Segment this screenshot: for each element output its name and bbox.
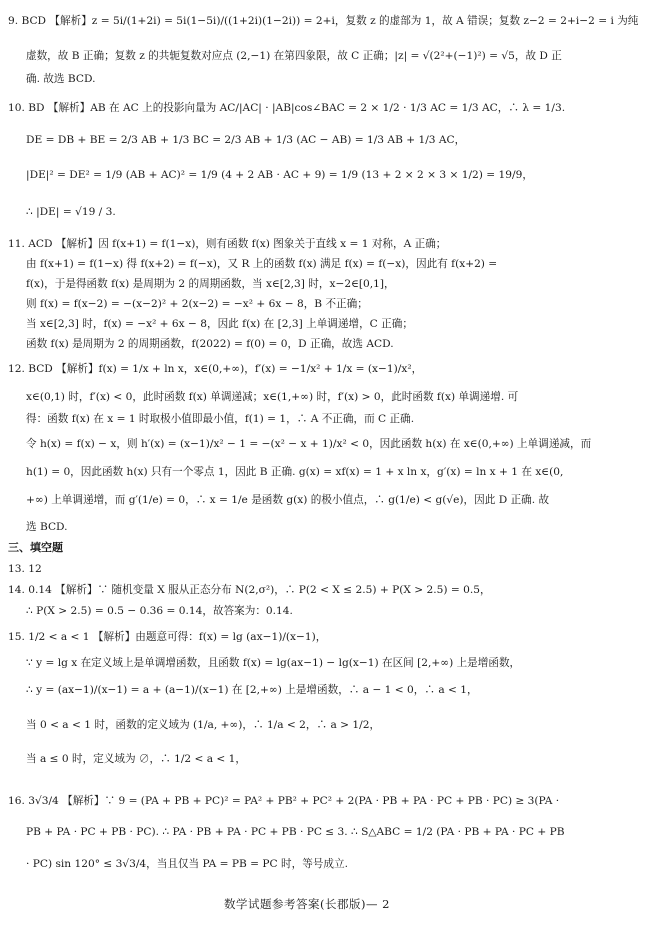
- answer-15-line-1: 15. 1/2 < a < 1 【解析】由题意可得：f(x) = lg (ax−1)/(x−1)，: [8, 631, 327, 643]
- answer-9-line-1: 9. BCD 【解析】z = 5i/(1+2i) = 5i(1−5i)/((1+2i)(1−2i)) = 2+i，复数 z 的虚部为 1，故 A 错误；复数 z−2 = 2+i−2 = i 为纯: [8, 15, 639, 27]
- answer-16-line-3: · PC) sin 120° ≤ 3√3/4，当且仅当 PA = PB = PC 时，等号成立.: [26, 858, 348, 870]
- answer-14-line-1: 14. 0.14 【解析】∵ 随机变量 X 服从正态分布 N(2,σ²)，∴ P(2 < X ≤ 2.5) + P(X > 2.5) = 0.5，: [8, 584, 491, 596]
- answer-16-line-2: PB + PA · PC + PB · PC). ∴ PA · PB + PA · PC + PB · PC ≤ 3. ∴ S△ABC = 1/2 (PA · PB + PA · PC + PB: [26, 826, 565, 838]
- answer-12-line-4: 令 h(x) = f(x) − x，则 h′(x) = (x−1)/x² − 1 = −(x² − x + 1)/x² < 0，因此函数 h(x) 在 x∈(0,+∞) 上单调递减，而: [26, 438, 592, 450]
- answer-12-line-7: 选 BCD.: [26, 521, 68, 533]
- answer-14-line-2: ∴ P(X > 2.5) = 0.5 − 0.36 = 0.14，故答案为：0.14.: [26, 605, 293, 617]
- answer-10-line-3: |DE|² = DE² = 1/9 (AB + AC)² = 1/9 (4 + 2 AB · AC + 9) = 1/9 (13 + 2 × 2 × 3 × 1/2) = 19/9，: [26, 169, 533, 181]
- answer-12-line-2: x∈(0,1) 时，f′(x) < 0，此时函数 f(x) 单调递减；x∈(1,+∞) 时，f′(x) > 0，此时函数 f(x) 单调递增. 可: [26, 391, 519, 403]
- answer-15-line-5: 当 a ≤ 0 时，定义域为 ∅，∴ 1/2 < a < 1，: [26, 753, 246, 765]
- answer-9-line-2: 虚数，故 B 正确；复数 z 的共轭复数对应点 (2,−1) 在第四象限，故 C 正确；|z| = √(2²+(−1)²) = √5，故 D 正: [26, 50, 562, 62]
- answer-11-line-5: 当 x∈[2,3] 时，f(x) = −x² + 6x − 8，因此 f(x) 在 [2,3] 上单调递增，C 正确；: [26, 318, 413, 330]
- answer-11-line-4: 则 f(x) = f(x−2) = −(x−2)² + 2(x−2) = −x² + 6x − 8，B 不正确；: [26, 298, 368, 310]
- answer-15-line-3: ∴ y = (ax−1)/(x−1) = a + (a−1)/(x−1) 在 [2,+∞) 上是增函数，∴ a − 1 < 0，∴ a < 1，: [26, 684, 478, 696]
- answer-11-line-3: f(x)，于是得函数 f(x) 是周期为 2 的周期函数，当 x∈[2,3] 时，x−2∈[0,1]，: [26, 278, 395, 290]
- answer-12-line-5: h(1) = 0，因此函数 h(x) 只有一个零点 1，因此 B 正确. g(x) = xf(x) = 1 + x ln x，g′(x) = ln x + 1 在 x∈(0,: [26, 466, 564, 478]
- answer-10-line-1: 10. BD 【解析】AB 在 AC 上的投影向量为 AC/|AC| · |AB|cos∠BAC = 2 × 1/2 · 1/3 AC = 1/3 AC，∴ λ = 1/3.: [8, 102, 566, 114]
- answer-12-line-6: +∞) 上单调递增，而 g′(1/e) = 0，∴ x = 1/e 是函数 g(x) 的极小值点，∴ g(1/e) < g(√e)，因此 D 正确. 故: [26, 494, 550, 506]
- answer-9-line-3: 确. 故选 BCD.: [26, 73, 96, 85]
- answer-10-line-4: ∴ |DE| = √19 / 3.: [26, 206, 116, 218]
- answer-11-line-1: 11. ACD 【解析】因 f(x+1) = f(1−x)，则有函数 f(x) 图象关于直线 x = 1 对称，A 正确；: [8, 238, 447, 250]
- answer-16-line-1: 16. 3√3/4 【解析】∵ 9 = (PA + PB + PC)² = PA² + PB² + PC² + 2(PA · PB + PA · PC + PB · PC) ≥ 3(PA ·: [8, 795, 560, 807]
- answer-12-line-3: 得：函数 f(x) 在 x = 1 时取极小值即最小值，f(1) = 1，∴ A 不正确，而 C 正确.: [26, 413, 415, 425]
- answer-12-line-1: 12. BCD 【解析】f(x) = 1/x + ln x，x∈(0,+∞)，f′(x) = −1/x² + 1/x = (x−1)/x²，: [8, 363, 423, 375]
- answer-15-line-2: ∵ y = lg x 在定义域上是单调增函数，且函数 f(x) = lg(ax−1) − lg(x−1) 在区间 [2,+∞) 上是增函数，: [26, 657, 521, 669]
- answer-10-line-2: DE = DB + BE = 2/3 AB + 1/3 BC = 2/3 AB + 1/3 (AC − AB) = 1/3 AB + 1/3 AC，: [26, 134, 466, 146]
- answer-11-line-6: 函数 f(x) 是周期为 2 的周期函数，f(2022) = f(0) = 0，D 正确，故选 ACD.: [26, 338, 394, 350]
- answer-11-line-2: 由 f(x+1) = f(1−x) 得 f(x+2) = f(−x)，又 R 上的函数 f(x) 满足 f(x) = f(−x)，因此有 f(x+2) =: [26, 258, 498, 270]
- section-heading: 三、填空题: [8, 541, 63, 554]
- answer-13: 13. 12: [8, 563, 42, 575]
- page-footer: 数学试题参考答案(长郡版)— 2: [224, 897, 390, 911]
- answer-15-line-4: 当 0 < a < 1 时，函数的定义域为 (1/a, +∞)，∴ 1/a < 2，∴ a > 1/2，: [26, 719, 381, 731]
